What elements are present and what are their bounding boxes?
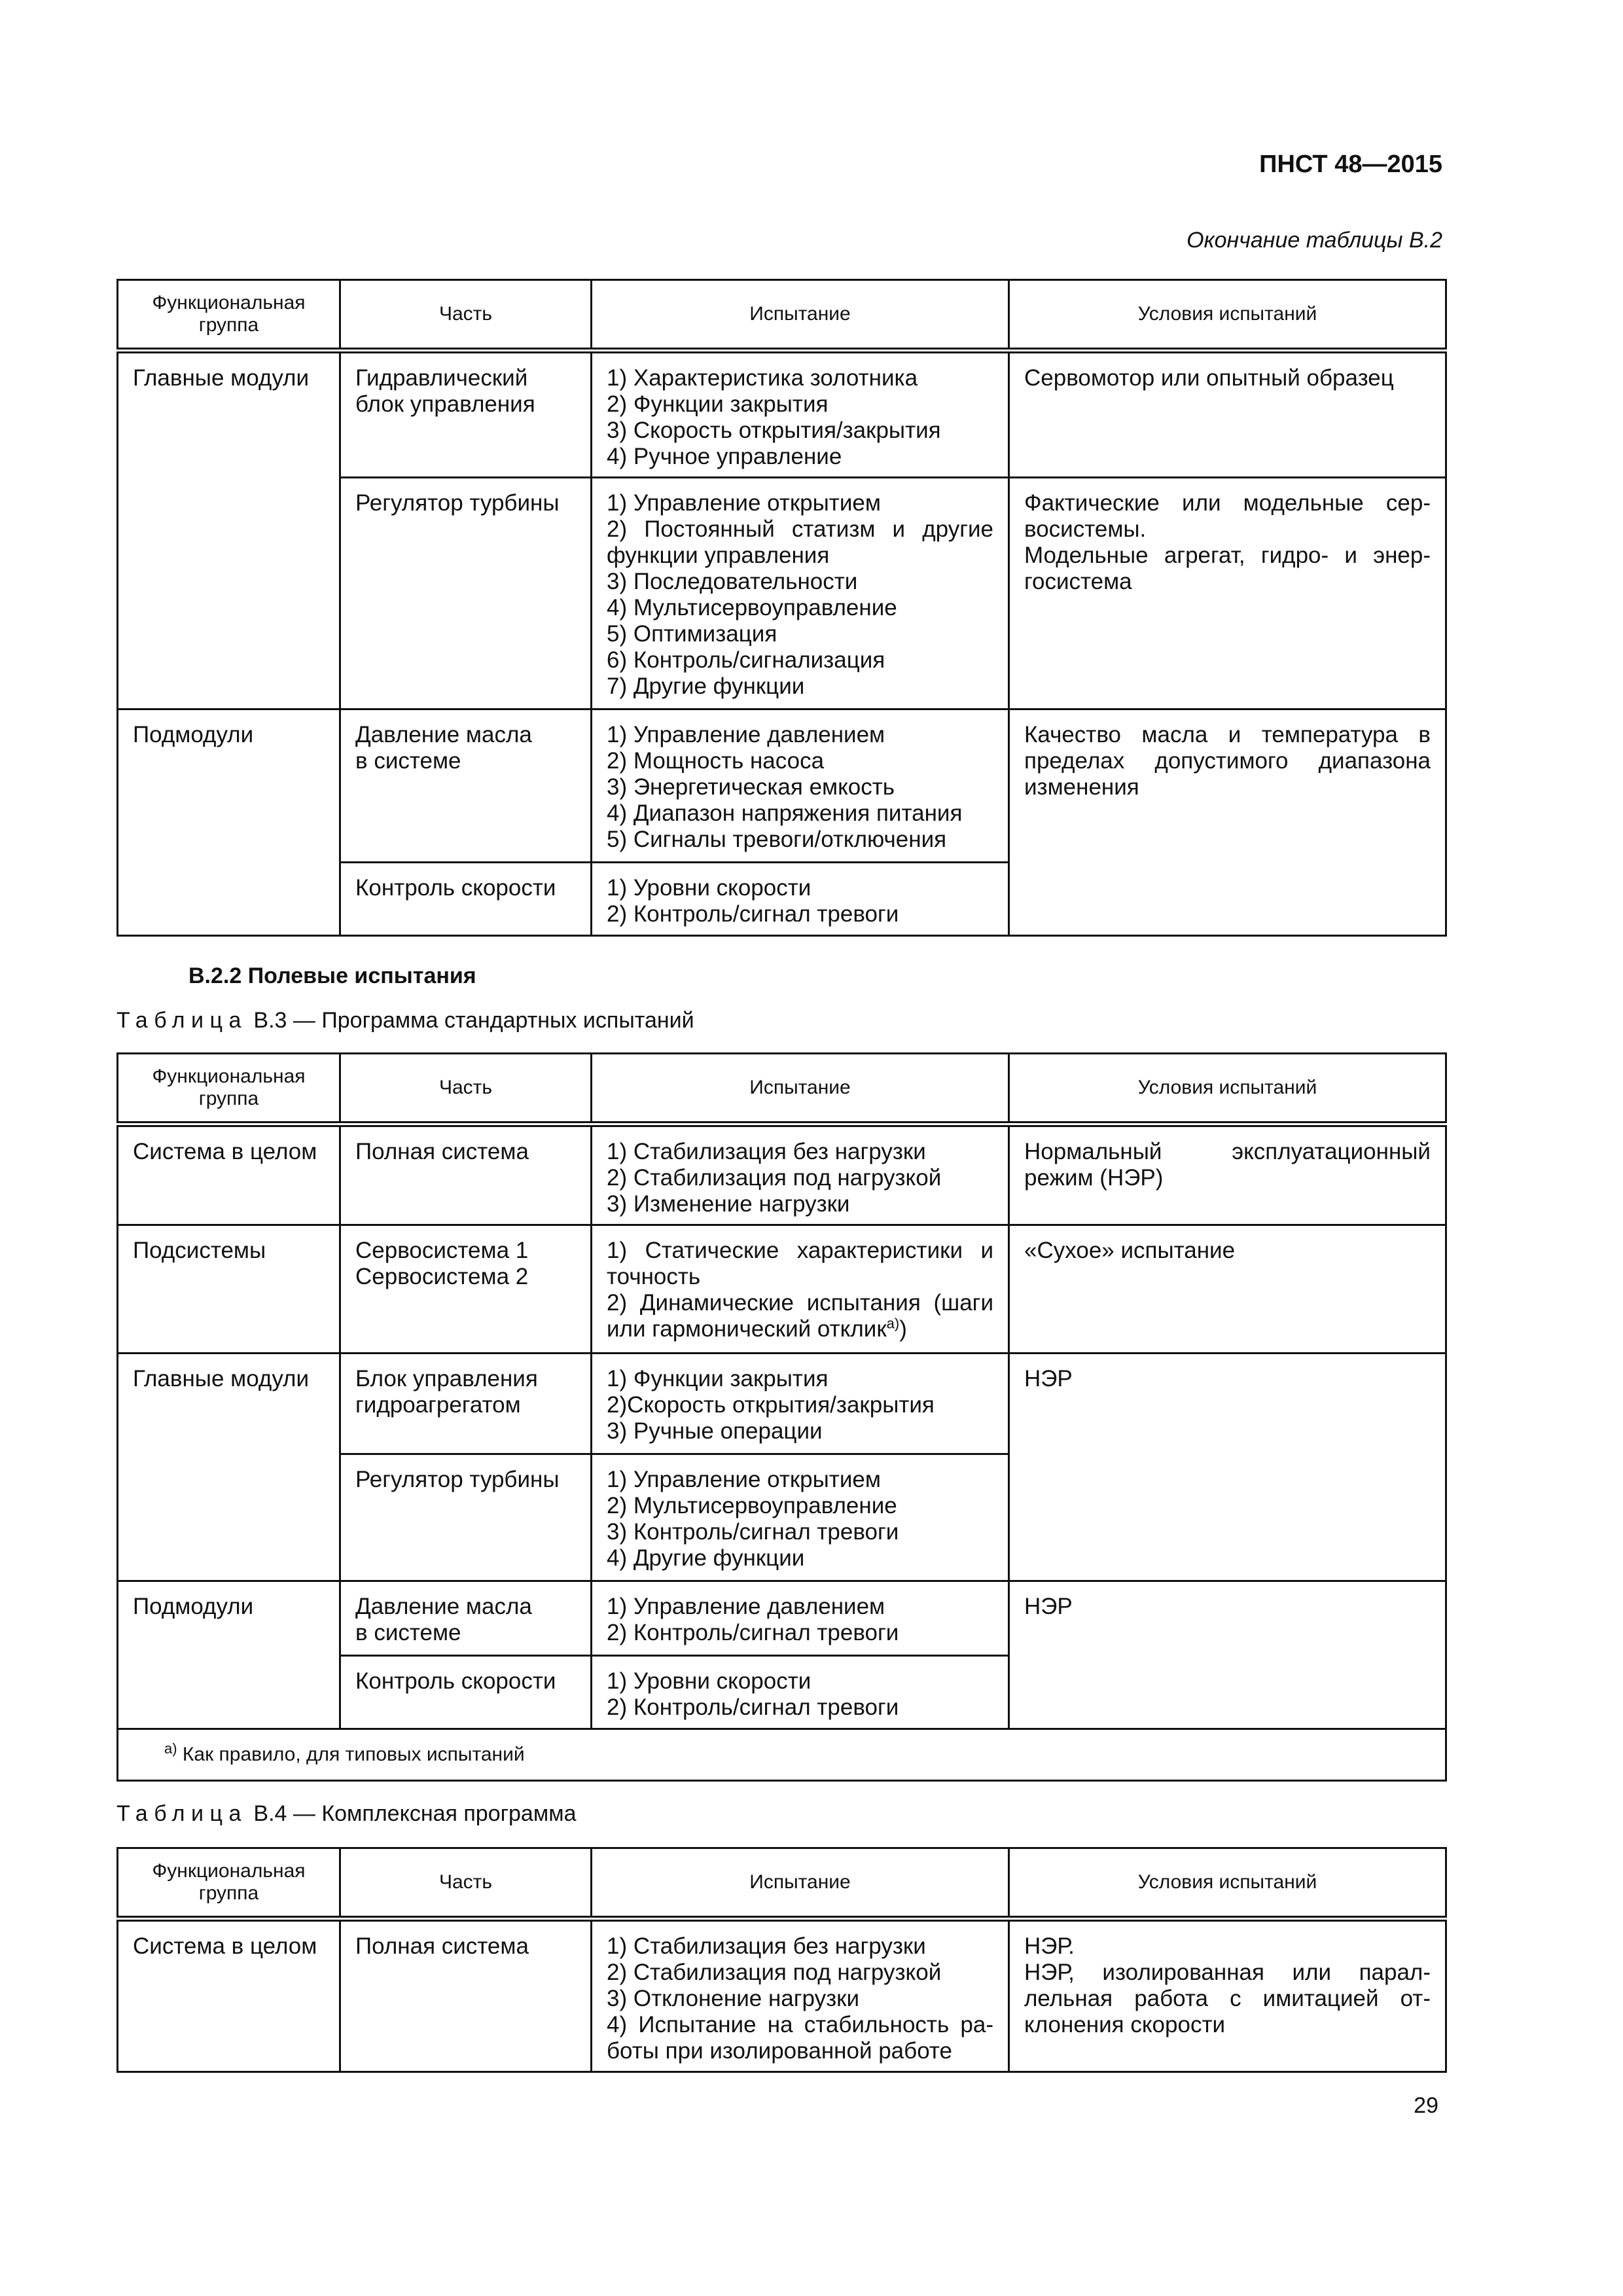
cell-tests: 1) Стабилизация без нагрузки 2) Стабилизация под нагрузкой 3) Изменение нагрузки [592, 1124, 1009, 1225]
cell-tests: 1) Характеристика золотника 2) Функции закрытия 3) Скорость открытия/закрытия 4) Ручное управление [592, 351, 1009, 478]
cell-tests: 1) Управление давлением 2) Контроль/сигнал тревоги [592, 1581, 1009, 1656]
table-row [118, 1919, 1446, 2072]
cell-group: Главные модули [118, 1354, 340, 1581]
table-b2 [116, 279, 1447, 937]
cell-part: Полная система [340, 1124, 592, 1225]
cell-conditions: «Сухое» испытание [1009, 1225, 1446, 1354]
table-caption-b3: Таблица В.3 — Программа стандартных испытаний [116, 1008, 694, 1033]
cell-tests: 1) Уровни скорости 2) Контроль/сигнал тревоги [592, 1656, 1009, 1729]
header-conditions: Условия испытаний [1009, 280, 1446, 351]
table-header-row [118, 1848, 1446, 1919]
cell-conditions: Качество масла и температура в пределах допустимого диапазона изменения [1009, 709, 1446, 936]
cell-conditions: НЭР [1009, 1354, 1446, 1581]
cell-tests: 1) Статические характеристики и точность 2) Динамические испытания (шаги или гармонический отклик$^{а)}$) [592, 1225, 1009, 1354]
table-row [118, 1581, 1446, 1656]
table-row [118, 1354, 1446, 1454]
header-test: Испытание [592, 1054, 1009, 1124]
cell-conditions: Нормальный эксплуатационный режим (НЭР) [1009, 1124, 1446, 1225]
cell-tests: 1) Уровни скорости 2) Контроль/сигнал тревоги [592, 863, 1009, 936]
header-group: Функциональная группа [118, 1848, 340, 1919]
cell-part: Контроль скорости [340, 1656, 592, 1729]
table-b4 [116, 1847, 1447, 2073]
cell-tests: 1) Управление открытием 2) Постоянный статизм и другие функции управления 3) Последовательности 4) Мультисервоуправление 5) Оптимизация 6) Контроль/сигнализация 7) Другие функции [592, 478, 1009, 709]
header-part: Часть [340, 280, 592, 351]
cell-tests: 1) Управление открытием 2) Мультисервоуправление 3) Контроль/сигнал тревоги 4) Другие функции [592, 1454, 1009, 1581]
cell-tests: 1) Функции закрытия 2)Скорость открытия/закрытия 3) Ручные операции [592, 1354, 1009, 1454]
cell-part: Контроль скорости [340, 863, 592, 936]
cell-conditions: Фактические или модельные сер-восистемы. Модельные агрегат, гидро- и энер-госистема [1009, 478, 1446, 709]
cell-conditions: НЭР. НЭР, изолированная или парал-лельная работа с имитацией от-клонения скорости [1009, 1919, 1446, 2072]
table-row [118, 1225, 1446, 1354]
table-row [118, 709, 1446, 863]
cell-part: Блок управления гидроагрегатом [340, 1354, 592, 1454]
header-group: Функциональная группа [118, 280, 340, 351]
footnote-reference: а) [886, 1315, 900, 1332]
cell-tests: 1) Управление давлением 2) Мощность насоса 3) Энергетическая емкость 4) Диапазон напряжения питания 5) Сигналы тревоги/отключения [592, 709, 1009, 863]
cell-group: Система в целом [118, 1124, 340, 1225]
cell-group: Подсистемы [118, 1225, 340, 1354]
table-footnote-row [118, 1729, 1446, 1781]
document-id: ПНСТ 48—2015 [1259, 151, 1442, 178]
table-header-row [118, 280, 1446, 351]
cell-part: Сервосистема 1 Сервосистема 2 [340, 1225, 592, 1354]
header-group: Функциональная группа [118, 1054, 340, 1124]
cell-group: Подмодули [118, 709, 340, 936]
cell-group: Главные модули [118, 351, 340, 709]
cell-group: Подмодули [118, 1581, 340, 1729]
cell-conditions: НЭР [1009, 1581, 1446, 1729]
header-conditions: Условия испытаний [1009, 1848, 1446, 1919]
page-number: 29 [1414, 2093, 1438, 2118]
cell-conditions: Сервомотор или опытный образец [1009, 351, 1446, 478]
cell-part: Полная система [340, 1919, 592, 2072]
header-part: Часть [340, 1848, 592, 1919]
table-header-row [118, 1054, 1446, 1124]
table-row [118, 351, 1446, 478]
cell-part: Давление масла в системе [340, 1581, 592, 1656]
table-footnote: $^{а)}$ Как правило, для типовых испытаний [118, 1729, 1446, 1781]
header-conditions: Условия испытаний [1009, 1054, 1446, 1124]
table-row [118, 1124, 1446, 1225]
header-test: Испытание [592, 1848, 1009, 1919]
header-test: Испытание [592, 280, 1009, 351]
cell-part: Регулятор турбины [340, 478, 592, 709]
cell-tests: 1) Стабилизация без нагрузки 2) Стабилизация под нагрузкой 3) Отклонение нагрузки 4) Испытание на стабильность ра-боты при изолированной работе [592, 1919, 1009, 2072]
cell-group: Система в целом [118, 1919, 340, 2072]
header-part: Часть [340, 1054, 592, 1124]
cell-part: Гидравлический блок управления [340, 351, 592, 478]
cell-part: Давление масла в системе [340, 709, 592, 863]
table-caption-b4: Таблица В.4 — Комплексная программа [116, 1801, 577, 1826]
table-continuation-label: Окончание таблицы В.2 [1186, 228, 1442, 253]
section-title: В.2.2 Полевые испытания [188, 963, 476, 988]
table-b3 [116, 1052, 1447, 1782]
cell-part: Регулятор турбины [340, 1454, 592, 1581]
